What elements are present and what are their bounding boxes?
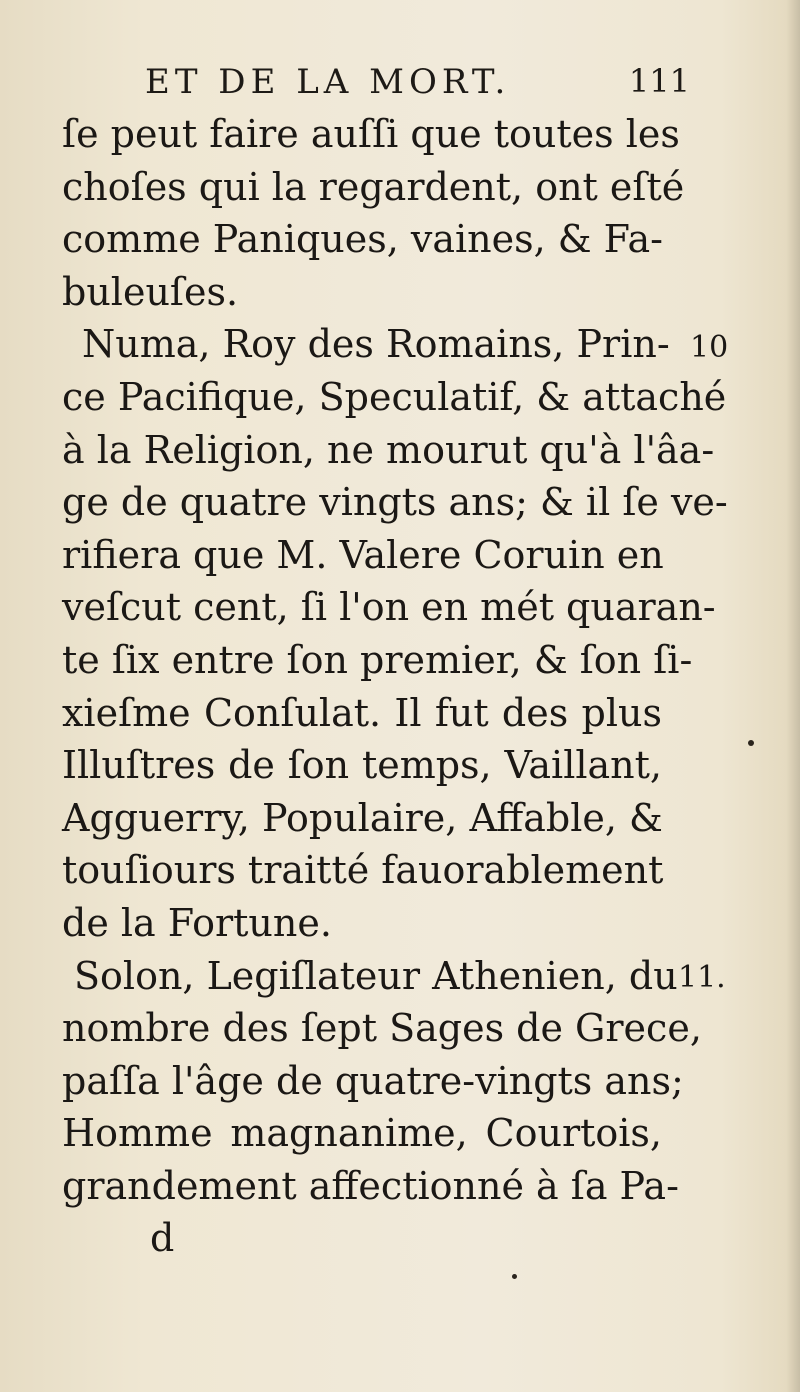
text-line: ſe peut faire auſſi que toutes les [62,112,680,156]
text-line: comme Paniques, vaines, & Fa- [62,217,663,262]
text-line: grandement affectionné à ſa Pa- [62,1163,679,1208]
text-line: paſſa l'âge de quatre-vingts ans; [62,1058,684,1103]
text-line: touſiours traitté fauorablement [62,848,664,893]
text-line: Illuſtres de ſon temps, Vaillant, [62,743,662,788]
text-line: veſcut cent, ſi l'on en mét quaran- [62,585,716,630]
running-head: ET DE LA MORT. [145,62,511,102]
text-line: Agguerry, Populaire, Affable, & [62,795,663,840]
text-line: Homme magnanime, Courtois, [62,1111,662,1156]
text-line: choſes qui la regardent, ont eſté [62,164,685,209]
margin-note-solon: 11. [678,960,726,995]
page-header [145,62,690,106]
page-edge-shadow [786,0,800,1392]
text-line: ce Pacifique, Speculatif, & attaché [62,374,727,419]
text-line: ge de quatre vingts ans; & il ſe ve- [62,480,728,525]
text-line: nombre des ſept Sages de Grece, [62,1006,702,1051]
text-line: de la Fortune. [62,900,332,945]
text-line: buleuſes. [62,269,239,314]
text-line: xieſme Conſulat. Il fut des plus [62,690,662,735]
text-line: à la Religion, ne mourut qu'à l'âa- [62,427,715,472]
margin-note-numa: 10 [690,330,729,365]
text-line: rifiera que M. Valere Coruin en [62,532,664,577]
catchword: d [150,1216,175,1261]
text-line: te ſix entre ſon premier, & ſon ſi- [62,637,693,682]
text-line: Numa, Roy des Romains, Prin- [82,322,670,367]
page-number: 111 [628,62,690,100]
ink-speck [512,1274,517,1279]
ink-speck [748,740,754,746]
text-line: Solon, Legiſlateur Athenien, du [74,953,678,998]
